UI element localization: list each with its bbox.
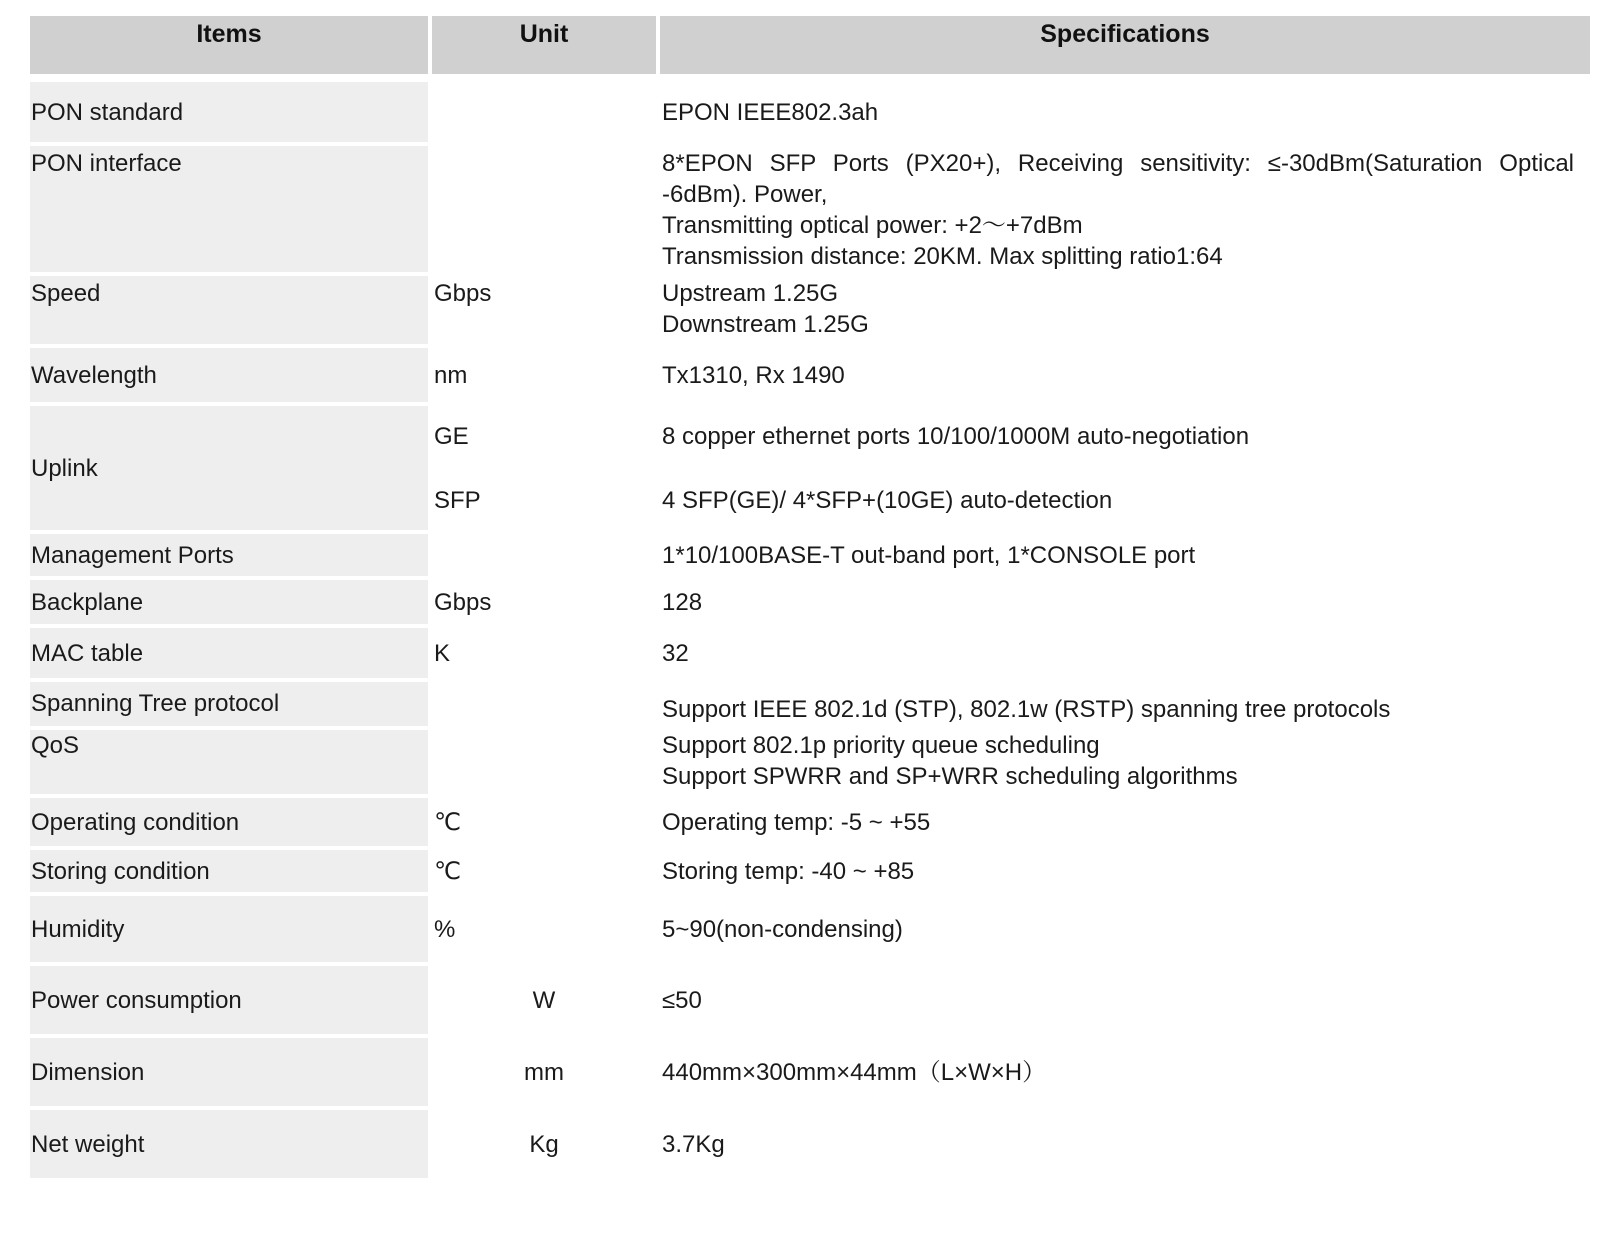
item-cell: Operating condition [30, 798, 428, 850]
item-cell: Spanning Tree protocol [30, 682, 428, 730]
spec-cell [660, 682, 1590, 730]
spec-cell [660, 534, 1590, 580]
table-row [30, 628, 1590, 682]
spec-line: 440mm×300mm×44mm（L×W×H） [662, 1058, 1047, 1086]
spec-line: Operating temp: -5 ~ +55 [662, 808, 931, 836]
spec-cell [660, 406, 1590, 470]
unit-cell: GE [432, 406, 656, 470]
header-items: Items [30, 16, 428, 74]
table-row [30, 850, 1590, 896]
table-row [30, 798, 1590, 850]
unit-cell: % [432, 896, 656, 966]
spec-cell [660, 896, 1590, 966]
unit-cell [432, 534, 656, 580]
item-cell: Speed [30, 276, 428, 348]
unit-cell: K [432, 628, 656, 682]
unit-cell: Gbps [432, 580, 656, 628]
spec-line: Storing temp: -40 ~ +85 [662, 857, 915, 885]
table-row [30, 730, 1590, 798]
spec-line: 3.7Kg [662, 1130, 725, 1158]
spec-cell [660, 348, 1590, 406]
spec-cell [660, 1038, 1590, 1110]
item-cell: Dimension [30, 1038, 428, 1110]
unit-cell: W [432, 966, 656, 1038]
spec-cell [660, 730, 1590, 798]
spec-cell [660, 146, 1590, 276]
spec-line: Transmitting optical power: +2～+7dBm [662, 212, 1083, 239]
spec-line: EPON IEEE802.3ah [662, 98, 879, 126]
spec-cell [660, 82, 1590, 146]
unit-cell [432, 82, 656, 146]
unit-cell: ℃ [432, 798, 656, 850]
table-row [30, 82, 1590, 146]
spec-line: Support SPWRR and SP+WRR scheduling algorithms [662, 763, 1238, 790]
table-row [30, 276, 1590, 348]
item-cell: Storing condition [30, 850, 428, 896]
spec-line: ≤50 [662, 986, 702, 1014]
unit-cell [432, 682, 656, 730]
item-cell: Humidity [30, 896, 428, 966]
header-specifications: Specifications [660, 16, 1590, 74]
spec-line: Transmission distance: 20KM. Max splitting ratio1:64 [662, 243, 1223, 270]
spec-line: 128 [662, 588, 703, 616]
table-row [30, 580, 1590, 628]
spec-line: 1*10/100BASE-T out-band port, 1*CONSOLE port [662, 541, 1196, 569]
table-row [30, 966, 1590, 1038]
item-cell: MAC table [30, 628, 428, 682]
spec-line: 32 [662, 639, 689, 667]
item-cell: Wavelength [30, 348, 428, 406]
unit-cell [432, 146, 656, 276]
unit-cell: ℃ [432, 850, 656, 896]
spec-cell [660, 580, 1590, 628]
unit-cell: Kg [432, 1110, 656, 1182]
unit-cell [432, 730, 656, 798]
table-row [30, 534, 1590, 580]
item-cell: Backplane [30, 580, 428, 628]
header-row [30, 16, 1590, 74]
spec-line: 8*EPON SFP Ports (PX20+), Receiving sensitivity: ≤-30dBm(Saturation Optical -6dBm). Power, [662, 150, 1574, 208]
spec-cell [660, 798, 1590, 850]
table-row [30, 1038, 1590, 1110]
item-cell: PON standard [30, 82, 428, 146]
spec-line: 8 copper ethernet ports 10/100/1000M auto-negotiation [662, 422, 1250, 450]
spec-line: 4 SFP(GE)/ 4*SFP+(10GE) auto-detection [662, 486, 1113, 514]
spec-cell [660, 850, 1590, 896]
unit-cell: mm [432, 1038, 656, 1110]
header-unit: Unit [432, 16, 656, 74]
item-cell: Power consumption [30, 966, 428, 1038]
table-row [30, 348, 1590, 406]
unit-cell: nm [432, 348, 656, 406]
header-spacer [30, 74, 1590, 82]
spec-line: Support IEEE 802.1d (STP), 802.1w (RSTP) spanning tree protocols [662, 695, 1391, 723]
table-header [30, 16, 1590, 74]
spec-cell [660, 470, 1590, 534]
spec-line: Upstream 1.25G [662, 280, 839, 307]
unit-cell: SFP [432, 470, 656, 534]
spec-cell [660, 276, 1590, 348]
spec-line: Support 802.1p priority queue scheduling [662, 732, 1100, 759]
spec-cell [660, 1110, 1590, 1182]
item-cell: PON interface [30, 146, 428, 276]
table-body [30, 74, 1590, 1182]
item-cell: Uplink [30, 406, 428, 534]
table-row [30, 146, 1590, 276]
unit-cell: Gbps [432, 276, 656, 348]
table-row [30, 896, 1590, 966]
item-cell: QoS [30, 730, 428, 798]
spec-cell [660, 628, 1590, 682]
spec-line: 5~90(non-condensing) [662, 915, 903, 943]
spec-line: Tx1310, Rx 1490 [662, 361, 845, 389]
spec-cell [660, 966, 1590, 1038]
table-row [30, 406, 1590, 470]
spec-table [30, 16, 1590, 1182]
item-cell: Management Ports [30, 534, 428, 580]
spec-line: Downstream 1.25G [662, 311, 869, 338]
table-row [30, 682, 1590, 730]
table-row [30, 1110, 1590, 1182]
item-cell: Net weight [30, 1110, 428, 1182]
